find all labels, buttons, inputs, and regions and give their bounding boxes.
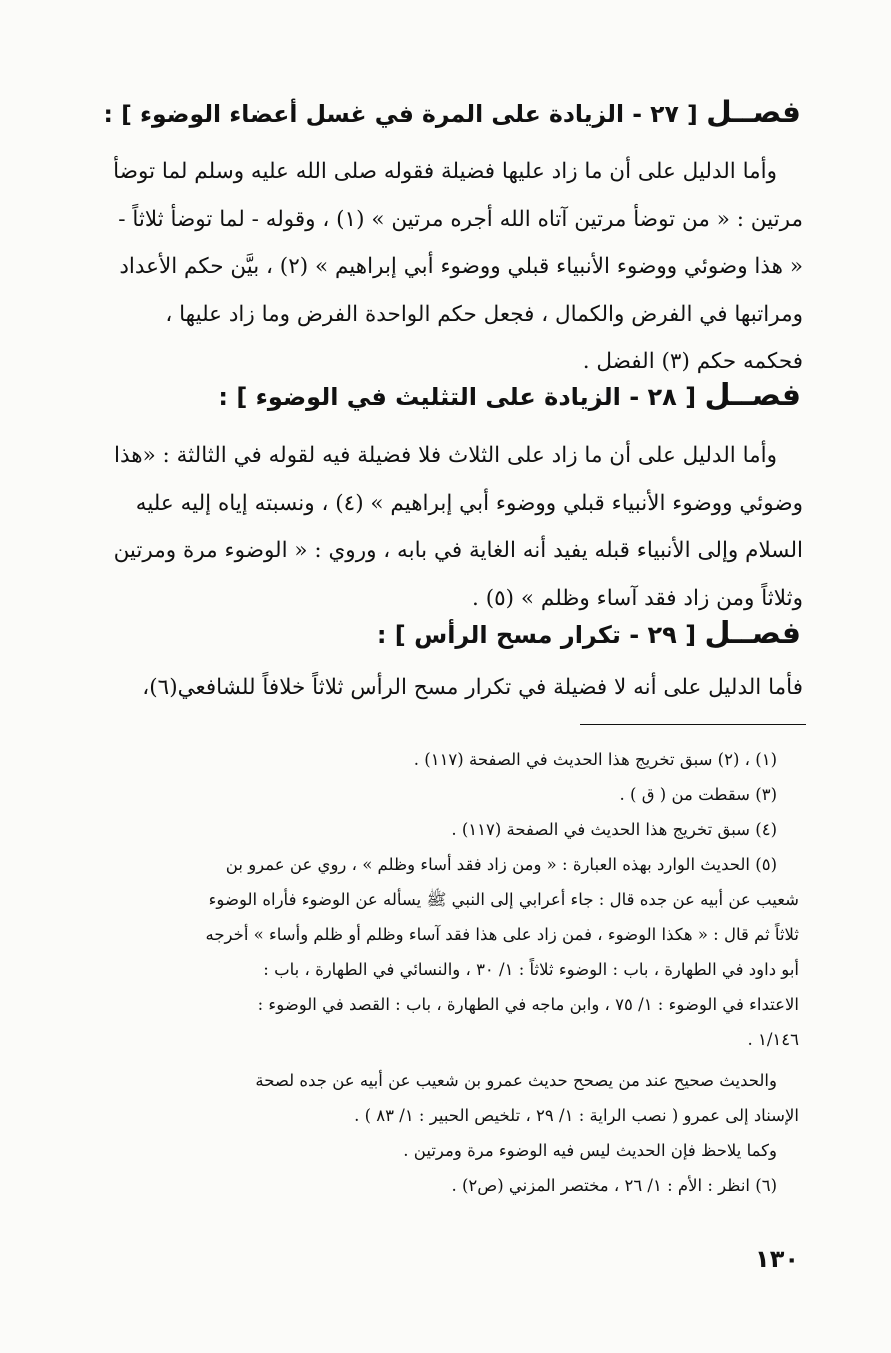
footnote-line: (٦) انظر : الأم : ١/ ٢٦ ، مختصر المزني (ص٢) . (451, 1176, 777, 1195)
footnote-line: أبو داود في الطهارة ، باب : الوضوء ثلاثاً : ١/ ٣٠ ، والنسائي في الطهارة ، باب : (263, 960, 799, 979)
section-heading-27 (101, 92, 801, 134)
section-title: [ ٢٨ - الزيادة على التثليث في الوضوء ] : (218, 383, 697, 411)
body-line: فحكمه حكم (٣) الفضل . (582, 349, 803, 374)
section-body-28 (91, 432, 803, 622)
footnote-line: (٥) الحديث الوارد بهذه العبارة : « ومن زاد فقد أساء وظلم » ، روي عن عمرو بن (225, 855, 777, 874)
footnote-line: (١) ، (٢) سبق تخريج هذا الحديث في الصفحة (١١٧) . (413, 750, 777, 769)
page-number: ١٣٠ (755, 1245, 799, 1273)
body-line: ومراتبها في الفرض والكمال ، فجعل حكم الواحدة الفرض وما زاد عليها ، (165, 301, 803, 327)
section-heading-29 (101, 614, 801, 655)
section-title: [ ٢٩ - تكرار مسح الرأس ] : (376, 621, 697, 649)
body-line: وأما الدليل على أن ما زاد عليها فضيلة فقوله صلى الله عليه وسلم لما توضأ (113, 159, 777, 184)
footnotes (91, 742, 799, 1203)
body-line: فأما الدليل على أنه لا فضيلة في تكرار مسح الرأس ثلاثاً خلافاً للشافعي(٦)، (142, 675, 803, 700)
footnote-line: الإسناد إلى عمرو ( نصب الراية : ١/ ٢٩ ، تلخيص الحبير : ١/ ٨٣ ) . (354, 1106, 799, 1125)
body-line: وثلاثاً ومن زاد فقد آساء وظلم » (٥) . (472, 585, 803, 611)
footnote-line: ١/١٤٦ . (747, 1030, 799, 1049)
footnote-separator (580, 724, 806, 725)
body-line: وضوئي ووضوء الأنبياء قبلي ووضوء أبي إبراهيم » (٤) ، ونسبته إياه إليه عليه (135, 490, 803, 516)
section-body-29 (91, 664, 803, 712)
section-body-27 (91, 148, 803, 386)
footnote-line: الاعتداء في الوضوء : ١/ ٧٥ ، وابن ماجه في الطهارة ، باب : القصد في الوضوء : (257, 995, 799, 1014)
section-heading-28 (101, 376, 801, 417)
body-line: مرتين : « من توضأ مرتين آتاه الله أجره مرتين » (١) ، وقوله - لما توضأ ثلاثاً - (118, 206, 803, 232)
footnote-line: شعيب عن أبيه عن جده قال : جاء أعرابي إلى النبي ﷺ يسأله عن الوضوء فأراه الوضوء (208, 890, 799, 909)
body-line: السلام وإلى الأنبياء قبله يفيد أنه الغاية في بابه ، وروي : « الوضوء مرة ومرتين (113, 538, 803, 563)
footnote-line: (٣) سقطت من ( ق ) . (619, 785, 777, 804)
footnote-line: والحديث صحيح عند من يصحح حديث عمرو بن شعيب عن أبيه عن جده لصحة (255, 1071, 777, 1090)
section-label: فصــل (706, 95, 801, 129)
footnote-line: (٤) سبق تخريج هذا الحديث في الصفحة (١١٧) . (451, 820, 777, 839)
section-title: [ ٢٧ - الزيادة على المرة في غسل أعضاء الوضوء ] : (103, 100, 698, 128)
footnote-line: ثلاثاً ثم قال : « هكذا الوضوء ، فمن زاد على هذا فقد آساء وظلم أو ظلم وأساء » أخرجه (205, 925, 799, 944)
body-line: « هذا وضوئي ووضوء الأنبياء قبلي ووضوء أبي إبراهيم » (٢) ، بيَّن حكم الأعداد (119, 254, 803, 279)
section-label: فصــل (704, 616, 801, 651)
body-line: وأما الدليل على أن ما زاد على الثلاث فلا فضيلة فيه لقوله في الثالثة : «هذا (113, 443, 777, 468)
section-label: فصــل (704, 378, 801, 413)
footnote-line: وكما يلاحظ فإن الحديث ليس فيه الوضوء مرة ومرتين . (403, 1141, 777, 1160)
